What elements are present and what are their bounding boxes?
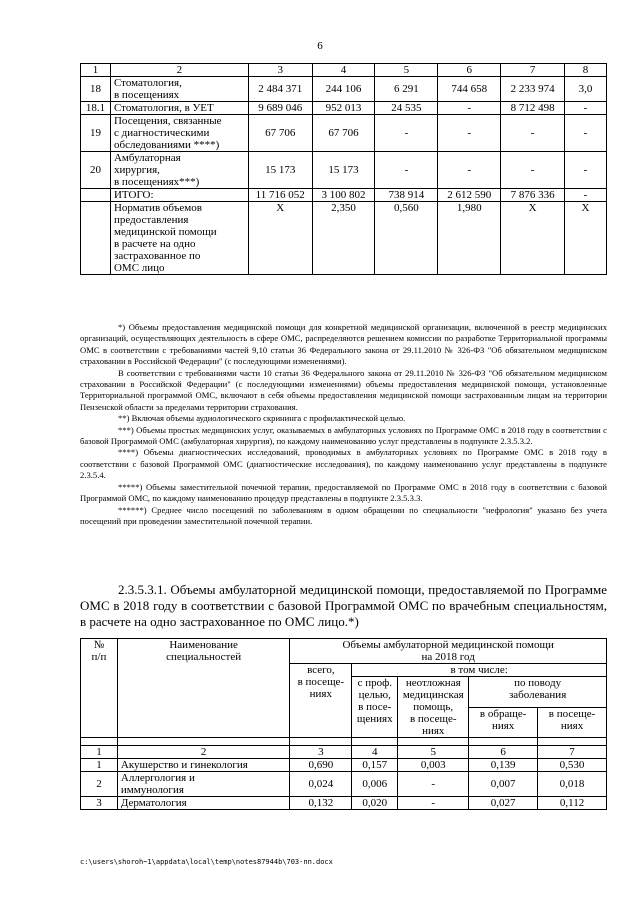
table-row (81, 797, 607, 810)
column-number: 4 (312, 64, 375, 77)
column-number: 7 (501, 64, 565, 77)
table-row (81, 202, 607, 275)
row-number: 2 (81, 772, 118, 797)
footnote: *) Объемы предоставления медицинской помощи для конкретной медицинской организации, включенной в реестр медицинских организаций, осуществляющих деятельность в сфере ОМС, распределяются решением комиссии по разработке Территориальной программы ОМС в соответствии с требованиями частей 9,10 статьи 36 Федерального закона от 29.11.2010 № 326-ФЗ "Об обязательном медицинском страховании в Российской Федерации" (с последующими изменениями). (80, 322, 607, 367)
table-cell: 1,980 (438, 202, 501, 275)
table-cell: - (501, 152, 565, 189)
table-cell: 0,027 (469, 797, 538, 810)
col-disease-header: по поводу заболевания (469, 677, 607, 708)
table-row (81, 189, 607, 202)
section-heading: 2.3.5.3.1. Объемы амбулаторной медицинской помощи, предоставляемой по Программе ОМС в 2018 году в соответствии с базовой Программой ОМС по врачебным специальностям, в расчете на одно застрахованное по ОМС лицо.*) (80, 582, 607, 629)
table-row (81, 759, 607, 772)
table-cell: 2,350 (312, 202, 375, 275)
table-cell: 0,024 (290, 772, 352, 797)
table-row (81, 152, 607, 189)
table-cell: 3,0 (565, 77, 607, 102)
table-cell: 67 706 (248, 115, 312, 152)
footnote: **) Включая объемы аудиологического скрининга с профилактической целью. (118, 413, 406, 424)
table-row (81, 115, 607, 152)
row-label: Стоматология, в посещениях (110, 77, 248, 102)
row-number: 18.1 (81, 102, 111, 115)
table-cell: 0,006 (352, 772, 398, 797)
column-number: 1 (81, 64, 111, 77)
table-header-row (81, 64, 607, 77)
col-visits-header: в посеще- ниях (538, 707, 607, 738)
table-cell: 0,003 (398, 759, 469, 772)
table-cell: 6 291 (375, 77, 438, 102)
footnote: ***) Объемы простых медицинских услуг, оказываемых в амбулаторных условиях по Программе ОМС в 2018 году в соответствии с базовой Программой ОМС (амбулаторная хирургия), по каждому наименованию услуг представлены в подпункте 2.3.5.3.2. (80, 424, 607, 447)
footnotes (80, 322, 607, 527)
column-number: 4 (352, 746, 398, 759)
table-cell: - (565, 189, 607, 202)
col-urgent-header: неотложная медицинская помощь, в посеще- ниях (398, 677, 469, 738)
table-row (81, 772, 607, 797)
col-name-header: Наименование специальностей (117, 639, 289, 738)
footnote: ****) Объемы диагностических исследований, проводимых в амбулаторных условиях по Программе ОМС в 2018 году в соответствии с базовой Программой ОМС (диагностические исследования), по каждому наименованию услуг представлены в подпункте 2.3.5.4. (80, 447, 607, 481)
col-total-header: всего, в посеще- ниях (290, 664, 352, 738)
column-number: 6 (438, 64, 501, 77)
row-label: Стоматология, в УЕТ (110, 102, 248, 115)
row-number: 18 (81, 77, 111, 102)
column-number: 8 (565, 64, 607, 77)
table-cell: 9 689 046 (248, 102, 312, 115)
row-number (81, 202, 111, 275)
table-cell: - (438, 102, 501, 115)
table-row (81, 102, 607, 115)
column-number: 6 (469, 746, 538, 759)
column-number: 1 (81, 746, 118, 759)
table-cell: 2 612 590 (438, 189, 501, 202)
page-number: 6 (317, 40, 323, 52)
table-cell: 0,139 (469, 759, 538, 772)
table-cell: 2 484 371 (248, 77, 312, 102)
table-cell: - (375, 115, 438, 152)
footnote: В соответствии с требованиями части 10 статьи 36 Федерального закона от 29.11.2010 № 326-ФЗ "Об обязательном медицинском страховании в Российской Федерации" (с последующими изменениями) объемы предоставления медицинской помощи, установленные Территориальной программой ОМС, включают в себя объемы предоставления медицинской помощи застрахованным лицам на территории Пензенской области за пределами территории страхования. (80, 367, 607, 412)
specialties-table (80, 638, 607, 810)
col-incl-header: в том числе: (352, 664, 607, 677)
row-label: Посещения, связанные с диагностическими обследованиями ****) (110, 115, 248, 152)
table-cell: 3 100 802 (312, 189, 375, 202)
row-label: Амбулаторная хирургия, в посещениях***) (110, 152, 248, 189)
col-appeals-header: в обраще- ниях (469, 707, 538, 738)
col-prof-header: с проф. целью, в посе- щениях (352, 677, 398, 738)
column-number: 2 (110, 64, 248, 77)
table-cell: - (501, 115, 565, 152)
table-cell: 952 013 (312, 102, 375, 115)
row-number: 3 (81, 797, 118, 810)
table-cell: 244 106 (312, 77, 375, 102)
volumes-table (80, 63, 607, 275)
footnote: *****) Объемы заместительной почечной терапии, предоставляемой по Программе ОМС в 2018 году в соответствии с базовой Программой ОМС, по каждому наименованию процедур представлены в подпункте 2.3.5.3.3. (80, 481, 607, 504)
row-number: 1 (81, 759, 118, 772)
table-row (81, 77, 607, 102)
specialty-name: Аллергология и иммунология (117, 772, 289, 797)
file-path-footer: c:\users\shoroh~1\appdata\local\temp\notes87944b\703-пп.docx (80, 858, 333, 866)
table-cell: 0,157 (352, 759, 398, 772)
col-group-header: Объемы амбулаторной медицинской помощи на 2018 год (290, 639, 607, 664)
table-cell: 0,018 (538, 772, 607, 797)
table-cell: 67 706 (312, 115, 375, 152)
column-number: 5 (375, 64, 438, 77)
col-num-header: № п/п (81, 639, 118, 738)
table-cell: Х (501, 202, 565, 275)
row-label: Норматив объемов предоставления медицинской помощи в расчете на одно застрахованное по ОМС лицо (110, 202, 248, 275)
column-number: 5 (398, 746, 469, 759)
table-cell: 738 914 (375, 189, 438, 202)
row-number (81, 189, 111, 202)
table-cell: 0,560 (375, 202, 438, 275)
column-number: 2 (117, 746, 289, 759)
table-cell: - (565, 115, 607, 152)
column-number: 3 (248, 64, 312, 77)
table-cell: 7 876 336 (501, 189, 565, 202)
table-cell: 15 173 (248, 152, 312, 189)
table-cell: 8 712 498 (501, 102, 565, 115)
table-cell: 744 658 (438, 77, 501, 102)
table-cell: 0,007 (469, 772, 538, 797)
table-cell: 0,132 (290, 797, 352, 810)
column-number: 7 (538, 746, 607, 759)
table-cell: 0,530 (538, 759, 607, 772)
table-cell: Х (248, 202, 312, 275)
table-cell: Х (565, 202, 607, 275)
specialty-name: Акушерство и гинекология (117, 759, 289, 772)
table-cell: - (398, 797, 469, 810)
footnote: ******) Среднее число посещений по заболеваниям в одном обращении по специальности "нефрология" указано без учета посещений при проведении заместительной почечной терапии. (80, 504, 607, 526)
table-cell: 24 535 (375, 102, 438, 115)
table-cell: 0,020 (352, 797, 398, 810)
table-cell: 0,112 (538, 797, 607, 810)
table-cell: - (565, 152, 607, 189)
row-number: 19 (81, 115, 111, 152)
table-cell: - (398, 772, 469, 797)
row-number: 20 (81, 152, 111, 189)
column-number: 3 (290, 746, 352, 759)
specialty-name: Дерматология (117, 797, 289, 810)
column-numbers-row (81, 746, 607, 759)
table-cell: - (375, 152, 438, 189)
row-label: ИТОГО: (110, 189, 248, 202)
table-cell: - (565, 102, 607, 115)
table-cell: 15 173 (312, 152, 375, 189)
table-cell: 2 233 974 (501, 77, 565, 102)
table-cell: 11 716 052 (248, 189, 312, 202)
table-cell: 0,690 (290, 759, 352, 772)
table-cell: - (438, 115, 501, 152)
table-cell: - (438, 152, 501, 189)
